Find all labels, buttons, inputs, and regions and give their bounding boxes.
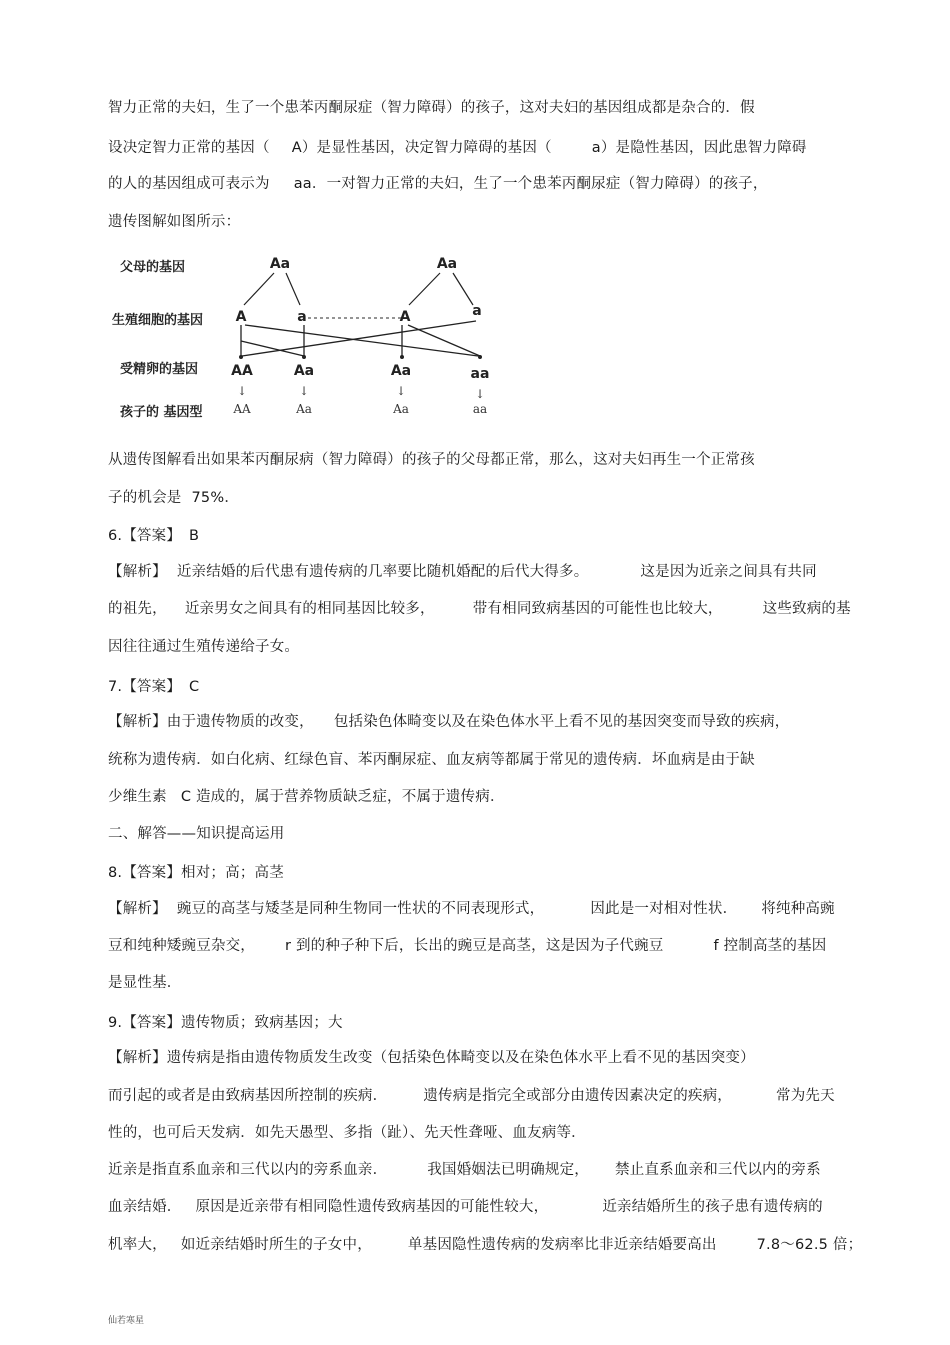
down-arrow-icon: ↓ [474, 387, 486, 401]
text-line [108, 824, 284, 844]
zygote-Aa-2: Aa [390, 363, 412, 379]
text-fragment: 单基因隐性遗传病的发病率比非近亲结婚要高出 [407, 1237, 717, 1253]
text-fragment: 原因是近亲带有相同隐性遗传致病基因的可能性较大， [195, 1199, 549, 1215]
text-fragment: 75%． [191, 490, 240, 506]
text-fragment: A）是显性基因，决定智力障碍的基因（ [291, 140, 552, 156]
text-line [108, 863, 284, 883]
text-line [108, 138, 807, 158]
text-fragment: 8.【答案】相对；高；高茎 [108, 865, 284, 881]
text-fragment: 近亲结婚所生的孩子患有遗传病的 [602, 1199, 823, 1215]
text-fragment: 因此是一对相对性状． [590, 901, 738, 917]
text-fragment: f 控制高茎的基因 [713, 938, 827, 954]
text-line [108, 174, 768, 194]
text-fragment: 而引起的或者是由致病基因所控制的疾病． [108, 1088, 388, 1104]
text-fragment: 设决定智力正常的基因（ [108, 140, 270, 156]
text-fragment: 这是因为近亲之间具有共同 [640, 564, 817, 580]
text-fragment: 常为先天 [776, 1088, 835, 1104]
text-fragment: 遗传图解如图所示： [108, 214, 241, 230]
text-line [108, 212, 240, 232]
gamete-mother-a: a [472, 303, 482, 319]
text-fragment: 二、解答——知识提高运用 [108, 826, 285, 842]
gamete-father-A: A [235, 309, 247, 325]
text-fragment: 近亲男女之间具有的相同基因比较多， [184, 601, 435, 617]
text-fragment: 从遗传图解看出如果苯丙酮尿病（智力障碍）的孩子的父母都正常，那么，这对夫妇再生一个正常孩 [108, 452, 755, 468]
text-fragment: r 到的种子种下后，长出的豌豆是高茎，这是因为子代豌豆 [285, 938, 664, 954]
text-line [108, 1048, 755, 1068]
text-fragment: 【解析】由于遗传物质的改变， [108, 714, 314, 730]
text-fragment: 遗传病是指完全或部分由遗传因素决定的疾病， [423, 1088, 733, 1104]
text-line [108, 1197, 823, 1217]
zygote-Aa-1: Aa [293, 363, 315, 379]
child-genotype-Aa-1: Aa [296, 402, 312, 416]
text-line [108, 899, 835, 919]
text-fragment: a）是隐性基因，因此患智力障碍 [591, 140, 807, 156]
text-fragment: 子的机会是 [108, 490, 182, 506]
down-arrow-icon: ↓ [395, 384, 407, 398]
text-line [108, 787, 505, 807]
text-line [108, 1123, 586, 1143]
text-fragment: 豆和纯种矮豌豆杂交， [108, 938, 255, 954]
text-fragment: 近亲是指直系血亲和三代以内的旁系血亲． [108, 1162, 388, 1178]
text-line [108, 488, 239, 508]
text-fragment: 我国婚姻法已明确规定， [427, 1162, 590, 1178]
text-line [108, 712, 790, 732]
parent-to-gamete-lines [244, 273, 473, 305]
text-fragment: 7.8～62.5 倍； [756, 1237, 863, 1253]
fertilization-arrowheads [239, 355, 482, 359]
genetic-inheritance-diagram [108, 243, 498, 433]
parent-genotype-mother: Aa [436, 256, 458, 272]
zygote-AA: AA [231, 363, 253, 379]
text-fragment: 因往往通过生殖传递给子女。 [108, 639, 300, 655]
text-fragment: B [189, 528, 200, 544]
down-arrow-icon: ↓ [236, 384, 248, 398]
gamete-father-a: a [297, 309, 307, 325]
text-line [108, 677, 199, 697]
text-fragment: 如近亲结婚时所生的子女中， [180, 1237, 372, 1253]
text-fragment: 【解析】 [108, 564, 167, 580]
text-line [108, 98, 755, 118]
text-fragment: 禁止直系血亲和三代以内的旁系 [615, 1162, 821, 1178]
text-line [108, 637, 299, 657]
text-fragment: 6.【答案】 [108, 528, 182, 544]
text-line [108, 450, 755, 470]
child-genotype-Aa-2: Aa [393, 402, 409, 416]
text-line [108, 936, 826, 956]
text-fragment: 将纯种高豌 [761, 901, 835, 917]
text-line [108, 1086, 835, 1106]
row-label-gametes: 生殖细胞的基因 [112, 313, 204, 328]
text-fragment: 统称为遗传病．如白化病、红绿色盲、苯丙酮尿症、血友病等都属于常见的遗传病．坏血病是由于缺 [108, 752, 755, 768]
text-fragment: 血亲结婚． [108, 1199, 182, 1215]
text-fragment: C [189, 679, 200, 695]
text-fragment: 【解析】 [108, 901, 167, 917]
text-fragment: 的祖先， [108, 601, 167, 617]
fertilization-lines [241, 318, 480, 356]
text-line [108, 750, 755, 770]
page-footer: 仙若寒星 [108, 1316, 145, 1326]
child-genotype-aa: aa [472, 402, 488, 416]
text-fragment: 少维生素 [108, 789, 167, 805]
text-line [108, 526, 199, 546]
row-label-parents: 父母的基因 [120, 260, 186, 275]
text-line [108, 973, 182, 993]
zygote-aa: aa [470, 366, 490, 382]
text-line [108, 1235, 862, 1255]
text-line [108, 1160, 821, 1180]
text-fragment: C 造成的，属于营养物质缺乏症，不属于遗传病． [180, 789, 505, 805]
text-line [108, 1013, 343, 1033]
text-fragment: 是显性基． [108, 975, 182, 991]
text-fragment: aa．一对智力正常的夫妇，生了一个患苯丙酮尿症（智力障碍）的孩子， [293, 176, 768, 192]
text-fragment: 【解析】遗传病是指由遗传物质发生改变（包括染色体畸变以及在染色体水平上看不见的基因突变） [108, 1050, 755, 1066]
text-fragment: 包括染色体畸变以及在染色体水平上看不见的基因突变而导致的疾病， [333, 714, 790, 730]
text-line [108, 562, 817, 582]
text-fragment: 的人的基因组成可表示为 [108, 176, 270, 192]
down-arrow-icon: ↓ [298, 384, 310, 398]
text-fragment: 9.【答案】遗传物质；致病基因；大 [108, 1015, 343, 1031]
row-label-children: 孩子的 基因型 [120, 405, 203, 420]
text-fragment: 这些致病的基 [762, 601, 851, 617]
text-fragment: 性的，也可后天发病．如先天愚型、多指（趾）、先天性聋哑、血友病等． [108, 1125, 586, 1141]
child-genotype-AA: AA [233, 402, 251, 416]
text-fragment: 7.【答案】 [108, 679, 182, 695]
parent-genotype-father: Aa [269, 256, 291, 272]
text-fragment: 带有相同致病基因的可能性也比较大， [472, 601, 723, 617]
text-fragment: 近亲结婚的后代患有遗传病的几率要比随机婚配的后代大得多。 [176, 564, 589, 580]
text-fragment: 豌豆的高茎与矮茎是同种生物同一性状的不同表现形式， [176, 901, 545, 917]
text-fragment: 智力正常的夫妇，生了一个患苯丙酮尿症（智力障碍）的孩子，这对夫妇的基因组成都是杂合的．假 [108, 100, 755, 116]
text-line [108, 599, 851, 619]
gamete-mother-A: A [399, 309, 411, 325]
text-fragment: 机率大， [108, 1237, 167, 1253]
row-label-zygotes: 受精卵的基因 [120, 362, 199, 377]
